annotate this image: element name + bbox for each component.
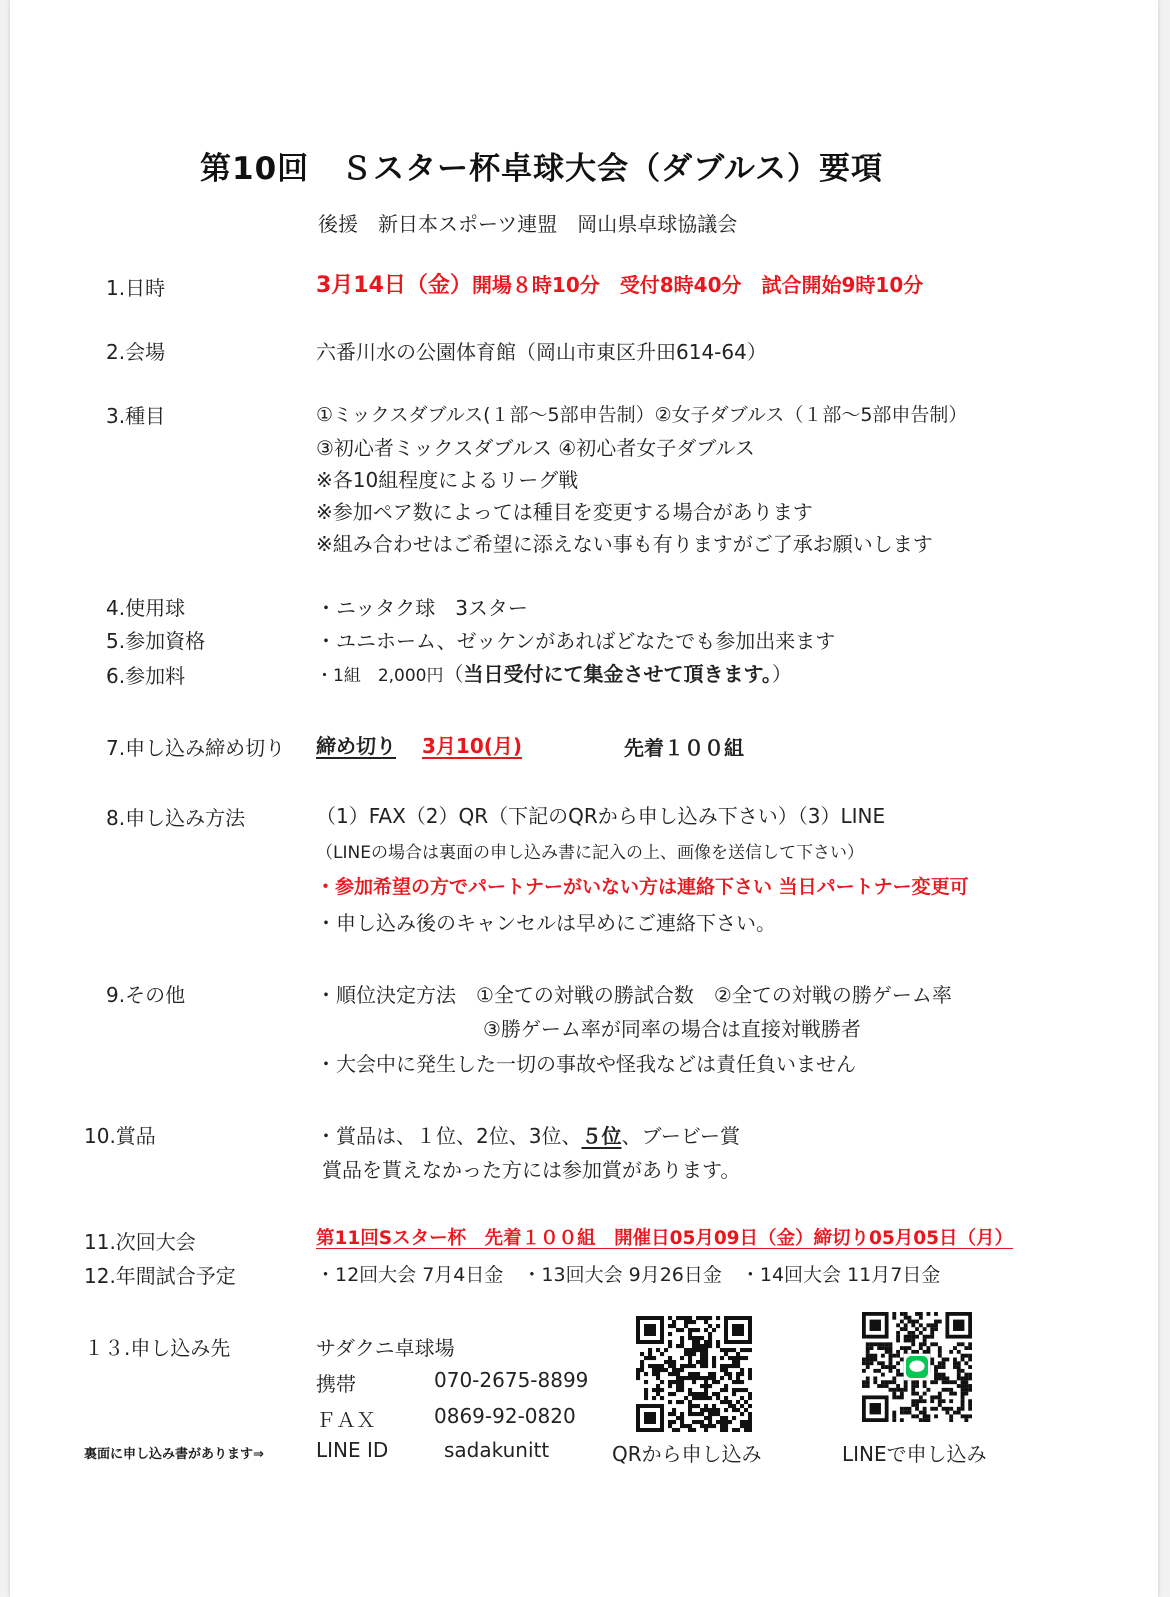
mobile-label: 携帯: [316, 1372, 356, 1396]
events-line-3: ※各10組程度によるリーグ戦: [316, 468, 579, 492]
line-id-value: sadakunitt: [444, 1438, 550, 1462]
next-label: 11.次回大会: [84, 1230, 196, 1254]
deadline-date: 3月10(月): [422, 734, 523, 758]
ball-label: 4.使用球: [106, 596, 186, 620]
schedule-value: ・12回大会 7月4日金 ・13回大会 9月26日金 ・14回大会 11月7日金: [316, 1264, 941, 1286]
line-qr-code[interactable]: [862, 1312, 972, 1422]
fax-number: 0869-92-0820: [434, 1404, 576, 1428]
eligibility-value: ・ユニホーム、ゼッケンがあればどなたでも参加出来ます: [316, 629, 836, 653]
method-label: 8.申し込み方法: [106, 806, 246, 830]
mobile-number: 070-2675-8899: [434, 1368, 589, 1392]
other-line-3: ・大会中に発生した一切の事故や怪我などは責任負いません: [316, 1052, 856, 1076]
events-label: 3.種目: [106, 404, 166, 428]
sponsor-line: 後援 新日本スポーツ連盟 岡山県卓球協議会: [318, 212, 738, 236]
venue-label: 2.会場: [106, 340, 166, 364]
fee-note-close: ）: [771, 662, 792, 686]
page-title: 第10回 Ｓスター杯卓球大会（ダブルス）要項: [200, 151, 883, 187]
deadline-capacity: 先着１００組: [624, 736, 744, 760]
fee-value: [316, 658, 792, 687]
line-caption: LINEで申し込み: [842, 1442, 987, 1466]
contact-name: サダクニ卓球場: [316, 1336, 455, 1360]
datetime-value: [316, 268, 923, 299]
fee-note-open: （: [443, 662, 464, 686]
qr-caption: QRから申し込み: [612, 1442, 762, 1466]
method-line-4: ・申し込み後のキャンセルは早めにご連絡下さい。: [316, 911, 776, 935]
fee-amount: ・1組 2,000円: [316, 666, 444, 686]
event-times: 開場８時10分 受付8時40分 試合開始9時10分: [471, 273, 924, 297]
back-side-note: 裏面に申し込み書があります⇒: [84, 1447, 264, 1462]
other-label: 9.その他: [106, 983, 186, 1007]
events-line-5: ※組み合わせはご希望に添えない事も有りますがご了承お願いします: [316, 532, 933, 556]
ball-value: ・ニッタク球 3スター: [316, 596, 528, 620]
prizes-line-1: [316, 1120, 740, 1149]
other-line-2: ③勝ゲーム率が同率の場合は直接対戦勝者: [483, 1017, 861, 1041]
method-line-3: ・参加希望の方でパートナーがいない方は連絡下さい 当日パートナー変更可: [316, 876, 969, 898]
events-line-2: ③初心者ミックスダブルス ④初心者女子ダブルス: [316, 436, 755, 460]
contact-label: １３.申し込み先: [84, 1336, 231, 1360]
prizes-label: 10.賞品: [84, 1124, 156, 1148]
prizes-fifth: ５位: [581, 1124, 622, 1148]
document-page: [10, 0, 1158, 1597]
event-date: 3月14日（金）: [316, 273, 472, 298]
other-line-1: ・順位決定方法 ①全ての対戦の勝試合数 ②全ての対戦の勝ゲーム率: [316, 983, 952, 1007]
events-line-4: ※参加ペア数によっては種目を変更する場合があります: [316, 500, 813, 524]
fee-label: 6.参加料: [106, 664, 186, 688]
deadline-label: 7.申し込み締め切り: [106, 736, 286, 760]
method-line-2: （LINEの場合は裏面の申し込み書に記入の上、画像を送信して下さい）: [316, 843, 864, 863]
schedule-label: 12.年間試合予定: [84, 1264, 236, 1288]
eligibility-label: 5.参加資格: [106, 629, 206, 653]
datetime-label: 1.日時: [106, 276, 166, 300]
events-line-1: ①ミックスダブルス(１部～5部申告制）②女子ダブルス（１部～5部申告制）: [316, 404, 968, 426]
fax-label: ＦＡＸ: [316, 1408, 376, 1432]
fee-note: 当日受付にて集金させて頂きます。: [463, 662, 772, 686]
venue-value: 六番川水の公園体育館（岡山市東区升田614-64）: [316, 340, 767, 364]
prizes-line-2: 賞品を貰えなかった方には参加賞があります。: [322, 1158, 741, 1182]
application-qr-code[interactable]: [636, 1316, 752, 1432]
method-line-1: （1）FAX（2）QR（下記のQRから申し込み下さい）（3）LINE: [316, 804, 886, 828]
prizes-line-1-c: 、ブービー賞: [621, 1124, 741, 1148]
next-value: 第11回Sスター杯 先着１００組 開催日05月09日（金）締切り05月05日（月）: [316, 1228, 1014, 1249]
deadline-prefix: 締め切り: [316, 734, 396, 758]
prizes-line-1-a: ・賞品は、１位、2位、3位、: [316, 1124, 582, 1148]
line-id-label: LINE ID: [316, 1438, 389, 1462]
